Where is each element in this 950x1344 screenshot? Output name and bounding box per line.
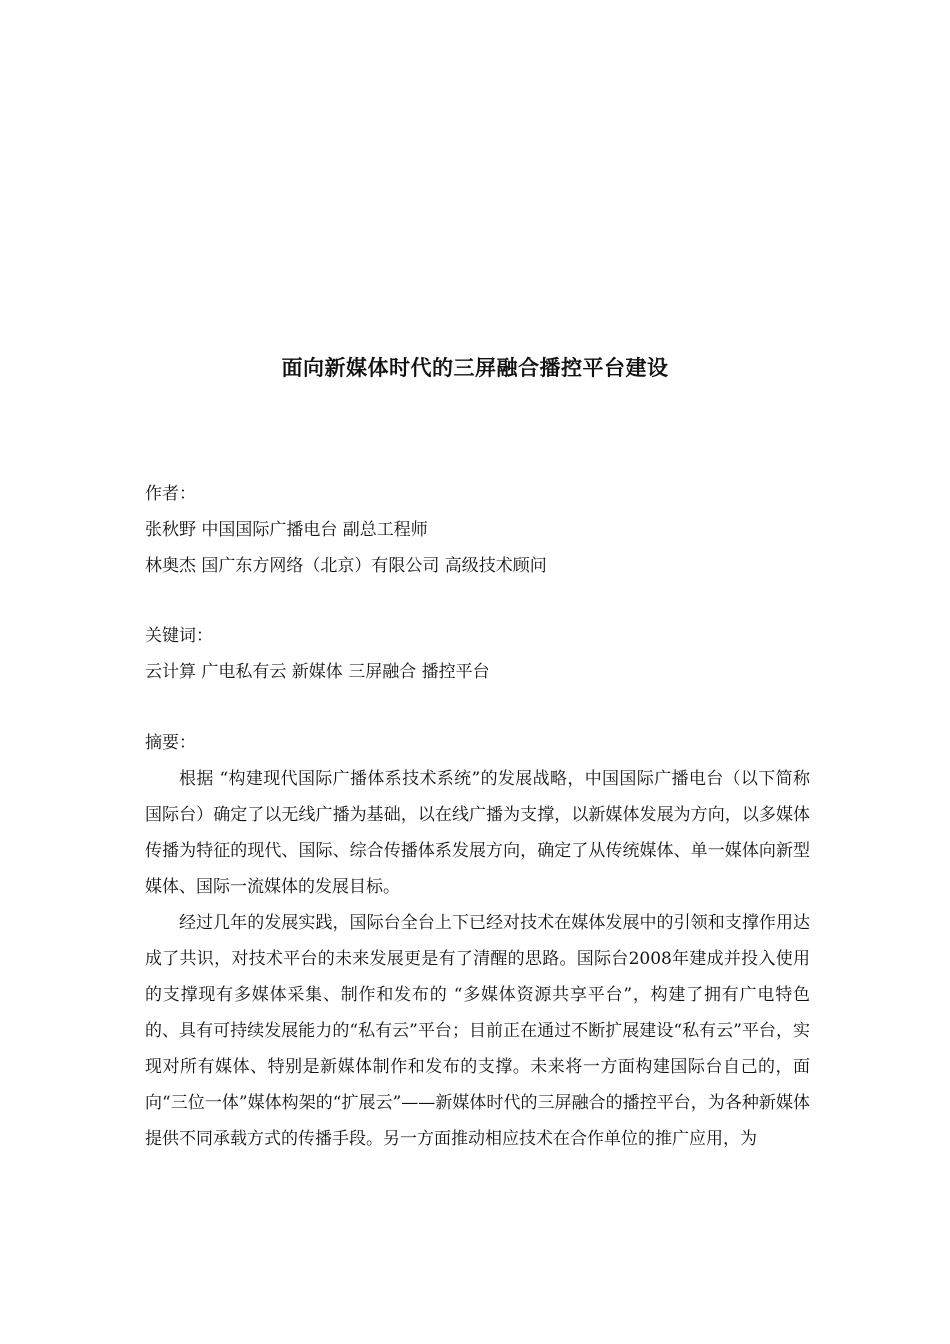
author-line: 张秋野 中国国际广播电台 副总工程师 (145, 520, 428, 540)
keywords-label: 关键词： (145, 626, 213, 646)
abstract-label: 摘要： (145, 733, 196, 753)
page-title: 面向新媒体时代的三屏融合播控平台建设 (281, 355, 669, 380)
abstract-paragraph: 经过几年的发展实践，国际台全台上下已经对技术在媒体发展中的引领和支撑作用达成了共识，对技术平台的未来发展更是有了清醒的思路。国际台2008年建成并投入使用的支撑现有多媒体采集、制作和发布的 “多媒体资源共享平台”，构建了拥有广电特色的、具有可持续发展能力的“私有云”平台；目前正在通过不断扩展建设“私有云”平台，实现对所有媒体、特别是新媒体制作和发布的支撑。未来将一方面构建国际台自己的，面向“三位一体”媒体构架的“扩展云”——新媒体时代的三屏融合的播控平台，为各种新媒体提供不同承载方式的传播手段。另一方面推动相应技术在合作单位的推广应用，为 (145, 913, 810, 1149)
authors-section (145, 476, 810, 584)
author-line: 林奥杰 国广东方网络（北京）有限公司 高级技术顾问 (145, 556, 547, 576)
keywords-section (145, 618, 810, 690)
abstract-paragraph: 根据 “构建现代国际广播体系技术系统”的发展战略，中国国际广播电台（以下简称国际台）确定了以无线广播为基础，以在线广播为支撑，以新媒体发展为方向，以多媒体传播为特征的现代、国际、综合传播体系发展方向，确定了从传统媒体、单一媒体向新型媒体、国际一流媒体的发展目标。 (145, 769, 810, 897)
keywords-list: 云计算 广电私有云 新媒体 三屏融合 播控平台 (145, 662, 490, 682)
abstract-section (145, 725, 810, 1157)
authors-label: 作者： (145, 484, 196, 504)
